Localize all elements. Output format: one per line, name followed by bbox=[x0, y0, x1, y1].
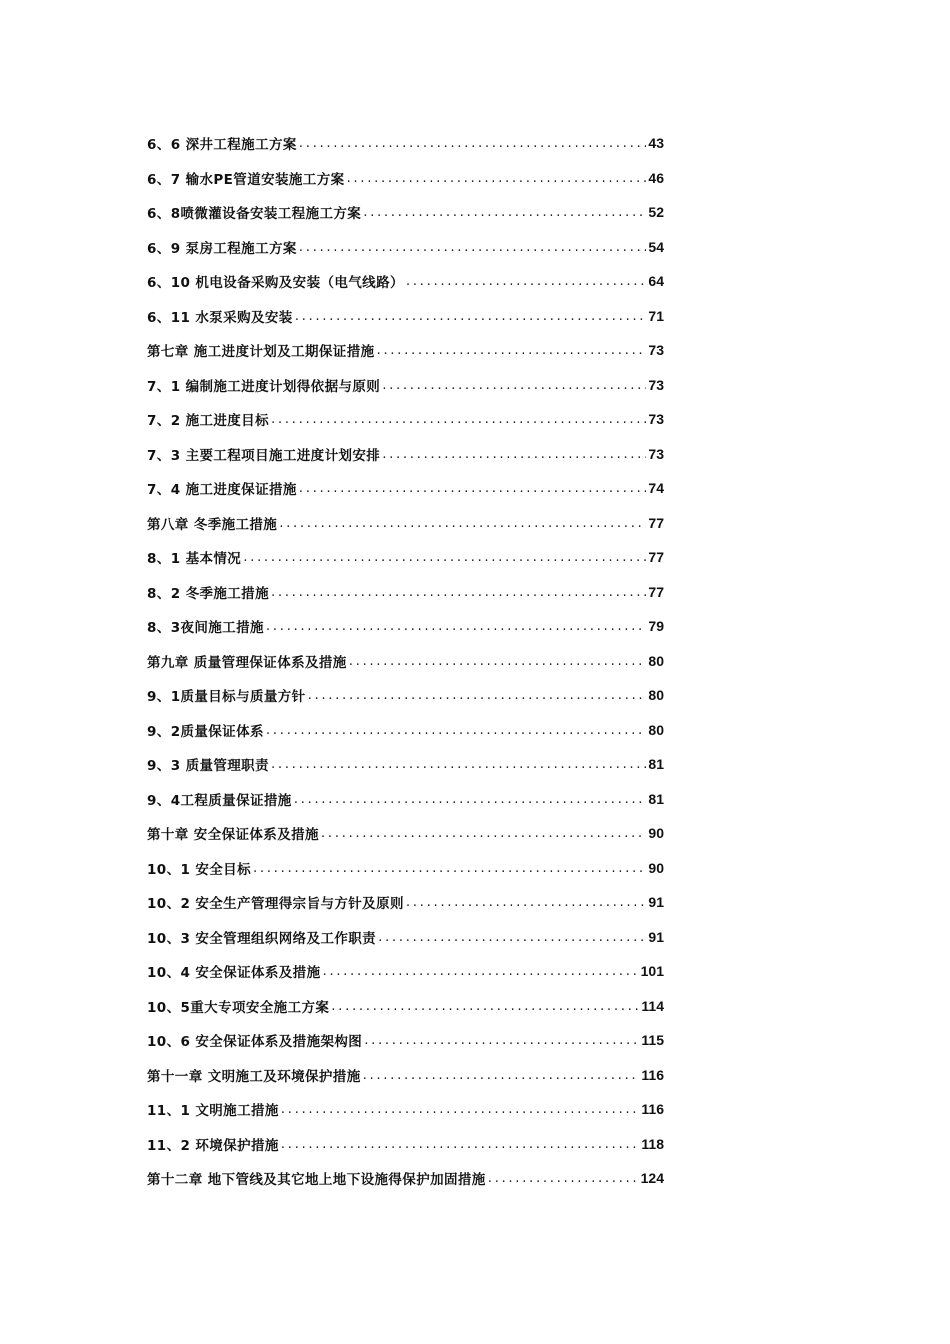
toc-entry[interactable] bbox=[147, 1161, 664, 1196]
toc-entry-title: 9、1质量目标与质量方针 bbox=[147, 689, 306, 706]
toc-entry[interactable] bbox=[147, 437, 664, 472]
toc-entry[interactable] bbox=[147, 368, 664, 403]
toc-entry[interactable] bbox=[147, 920, 664, 955]
toc-dot-leader bbox=[281, 1136, 640, 1152]
toc-entry-title: 10、4 安全保证体系及措施 bbox=[147, 965, 321, 982]
toc-entry-page-number: 74 bbox=[648, 480, 664, 497]
toc-entry-title: 第八章 冬季施工措施 bbox=[147, 516, 278, 533]
toc-dot-leader bbox=[299, 239, 647, 255]
toc-entry-page-number: 77 bbox=[648, 583, 664, 600]
toc-entry-page-number: 91 bbox=[648, 894, 664, 911]
toc-entry-title: 6、6 深井工程施工方案 bbox=[147, 137, 297, 154]
toc-entry-page-number: 91 bbox=[648, 928, 664, 945]
toc-entry[interactable] bbox=[147, 1092, 664, 1127]
toc-entry-title: 6、7 输水PE管道安装施工方案 bbox=[147, 171, 345, 188]
toc-dot-leader bbox=[266, 618, 647, 634]
toc-entry[interactable] bbox=[147, 471, 664, 506]
toc-dot-leader bbox=[243, 549, 646, 565]
toc-entry-title: 8、3夜间施工措施 bbox=[147, 620, 264, 637]
toc-entry-title: 6、11 水泵采购及安装 bbox=[147, 309, 293, 326]
toc-entry-page-number: 43 bbox=[648, 135, 664, 152]
toc-dot-leader bbox=[363, 204, 646, 220]
toc-dot-leader bbox=[308, 687, 647, 703]
toc-dot-leader bbox=[266, 722, 647, 738]
toc-dot-leader bbox=[299, 135, 647, 151]
toc-entry-title: 8、2 冬季施工措施 bbox=[147, 585, 269, 602]
toc-entry-page-number: 81 bbox=[648, 790, 664, 807]
toc-dot-leader bbox=[377, 342, 647, 358]
toc-entry-title: 10、1 安全目标 bbox=[147, 861, 251, 878]
toc-entry[interactable] bbox=[147, 713, 664, 748]
toc-entry-title: 10、6 安全保证体系及措施架构图 bbox=[147, 1034, 363, 1051]
toc-entry-page-number: 73 bbox=[648, 342, 664, 359]
toc-entry-page-number: 64 bbox=[648, 273, 664, 290]
toc-entry-page-number: 77 bbox=[648, 549, 664, 566]
toc-entry[interactable] bbox=[147, 885, 664, 920]
toc-dot-leader bbox=[295, 308, 647, 324]
toc-entry[interactable] bbox=[147, 506, 664, 541]
toc-entry[interactable] bbox=[147, 782, 664, 817]
toc-entry[interactable] bbox=[147, 299, 664, 334]
toc-entry-page-number: 118 bbox=[641, 1135, 664, 1152]
toc-entry-page-number: 124 bbox=[640, 1170, 664, 1187]
toc-entry-title: 7、4 施工进度保证措施 bbox=[147, 482, 297, 499]
toc-entry-page-number: 90 bbox=[648, 825, 664, 842]
toc-dot-leader bbox=[378, 929, 646, 945]
toc-entry[interactable] bbox=[147, 678, 664, 713]
toc-entry[interactable] bbox=[147, 230, 664, 265]
toc-entry-page-number: 80 bbox=[648, 687, 664, 704]
toc-entry-page-number: 73 bbox=[648, 445, 664, 462]
toc-entry-title: 6、10 机电设备采购及安装（电气线路） bbox=[147, 275, 404, 292]
toc-entry-page-number: 90 bbox=[648, 859, 664, 876]
toc-entry[interactable] bbox=[147, 1127, 664, 1162]
toc-entry[interactable] bbox=[147, 644, 664, 679]
toc-dot-leader bbox=[279, 515, 646, 531]
toc-entry[interactable] bbox=[147, 954, 664, 989]
toc-entry-page-number: 116 bbox=[641, 1066, 664, 1083]
toc-entry-page-number: 73 bbox=[648, 376, 664, 393]
toc-dot-leader bbox=[271, 584, 646, 600]
toc-dot-leader bbox=[349, 653, 647, 669]
toc-dot-leader bbox=[299, 480, 647, 496]
toc-dot-leader bbox=[331, 998, 639, 1014]
toc-entry-page-number: 54 bbox=[648, 238, 664, 255]
toc-entry-page-number: 80 bbox=[648, 721, 664, 738]
toc-dot-leader bbox=[488, 1170, 639, 1186]
toc-entry-page-number: 114 bbox=[641, 997, 664, 1014]
toc-dot-leader bbox=[382, 446, 646, 462]
toc-entry-title: 9、2质量保证体系 bbox=[147, 723, 264, 740]
toc-entry[interactable] bbox=[147, 747, 664, 782]
toc-entry-page-number: 73 bbox=[648, 411, 664, 428]
toc-entry-page-number: 81 bbox=[648, 756, 664, 773]
toc-entry-page-number: 80 bbox=[648, 652, 664, 669]
toc-dot-leader bbox=[347, 170, 647, 186]
toc-entry[interactable] bbox=[147, 540, 664, 575]
toc-entry-title: 8、1 基本情况 bbox=[147, 551, 242, 568]
toc-entry-page-number: 71 bbox=[648, 307, 664, 324]
toc-dot-leader bbox=[271, 411, 646, 427]
toc-dot-leader bbox=[406, 894, 647, 910]
toc-dot-leader bbox=[294, 791, 647, 807]
toc-entry-page-number: 116 bbox=[641, 1101, 664, 1118]
toc-entry-title: 10、5重大专项安全施工方案 bbox=[147, 999, 330, 1016]
toc-entry[interactable] bbox=[147, 195, 664, 230]
table-of-contents bbox=[147, 126, 664, 1196]
toc-entry-title: 11、2 环境保护措施 bbox=[147, 1137, 279, 1154]
toc-entry-title: 11、1 文明施工措施 bbox=[147, 1103, 279, 1120]
toc-entry-page-number: 46 bbox=[648, 169, 664, 186]
toc-entry-title: 第十一章 文明施工及环境保护措施 bbox=[147, 1068, 361, 1085]
toc-entry[interactable] bbox=[147, 989, 664, 1024]
toc-dot-leader bbox=[382, 377, 646, 393]
toc-entry-title: 7、2 施工进度目标 bbox=[147, 413, 269, 430]
toc-entry-title: 7、3 主要工程项目施工进度计划安排 bbox=[147, 447, 381, 464]
toc-entry-page-number: 52 bbox=[648, 204, 664, 221]
toc-entry-page-number: 79 bbox=[648, 618, 664, 635]
toc-entry-title: 6、8喷微灌设备安装工程施工方案 bbox=[147, 206, 362, 223]
toc-entry-title: 第九章 质量管理保证体系及措施 bbox=[147, 654, 347, 671]
toc-entry[interactable] bbox=[147, 126, 664, 161]
toc-entry-page-number: 77 bbox=[648, 514, 664, 531]
toc-entry[interactable] bbox=[147, 1058, 664, 1093]
toc-dot-leader bbox=[322, 963, 638, 979]
toc-entry[interactable] bbox=[147, 575, 664, 610]
toc-dot-leader bbox=[253, 860, 646, 876]
toc-entry-title: 9、4工程质量保证措施 bbox=[147, 792, 292, 809]
toc-entry-title: 第十章 安全保证体系及措施 bbox=[147, 827, 319, 844]
toc-entry-page-number: 101 bbox=[640, 963, 664, 980]
toc-entry-title: 7、1 编制施工进度计划得依据与原则 bbox=[147, 378, 381, 395]
toc-dot-leader bbox=[271, 756, 646, 772]
toc-entry[interactable] bbox=[147, 333, 664, 368]
toc-dot-leader bbox=[281, 1101, 640, 1117]
toc-entry-title: 9、3 质量管理职责 bbox=[147, 758, 269, 775]
toc-dot-leader bbox=[321, 825, 647, 841]
toc-entry[interactable] bbox=[147, 816, 664, 851]
toc-dot-leader bbox=[363, 1067, 640, 1083]
toc-entry[interactable] bbox=[147, 402, 664, 437]
toc-dot-leader bbox=[406, 273, 647, 289]
toc-entry[interactable] bbox=[147, 1023, 664, 1058]
toc-entry-title: 第七章 施工进度计划及工期保证措施 bbox=[147, 344, 375, 361]
toc-entry[interactable] bbox=[147, 609, 664, 644]
toc-entry-title: 10、3 安全管理组织网络及工作职责 bbox=[147, 930, 377, 947]
toc-entry[interactable] bbox=[147, 851, 664, 886]
toc-dot-leader bbox=[364, 1032, 639, 1048]
toc-entry-title: 第十二章 地下管线及其它地上地下设施得保护加固措施 bbox=[147, 1172, 486, 1189]
toc-entry[interactable] bbox=[147, 264, 664, 299]
toc-entry[interactable] bbox=[147, 161, 664, 196]
toc-entry-page-number: 115 bbox=[641, 1032, 664, 1049]
toc-entry-title: 6、9 泵房工程施工方案 bbox=[147, 240, 297, 257]
toc-entry-title: 10、2 安全生产管理得宗旨与方针及原则 bbox=[147, 896, 404, 913]
